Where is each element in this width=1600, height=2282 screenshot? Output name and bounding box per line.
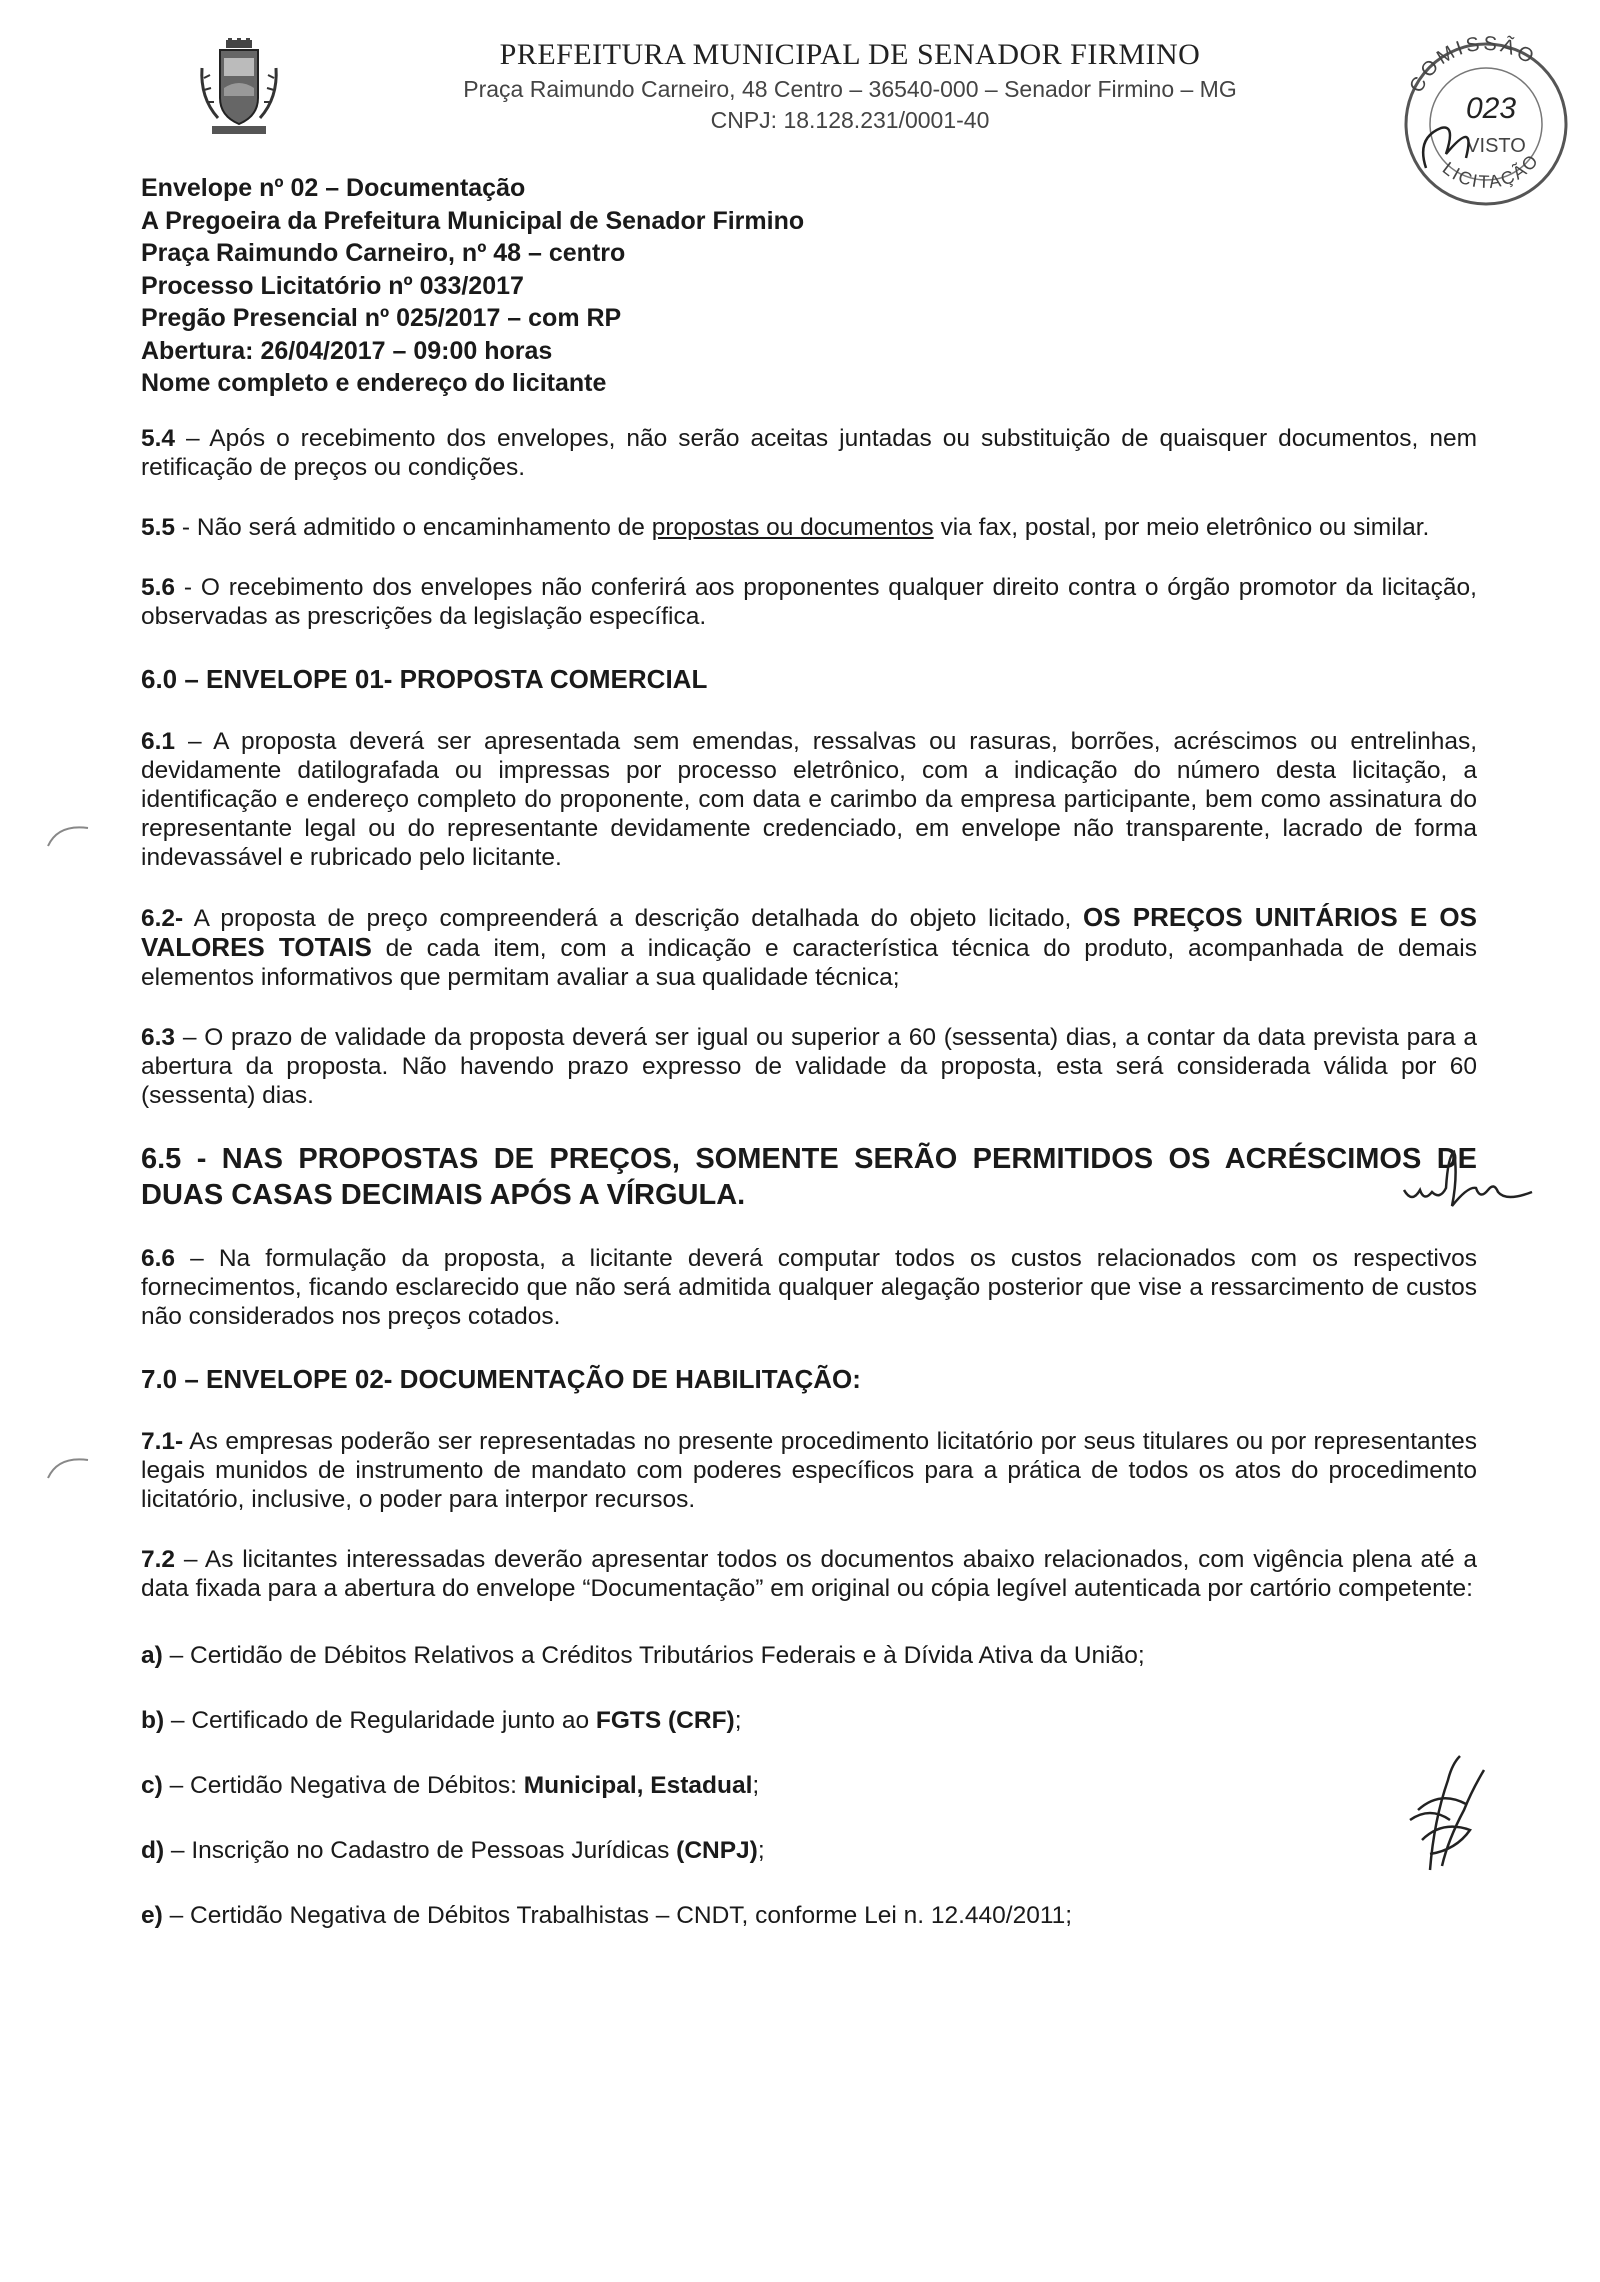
envelope-line-3: Praça Raimundo Carneiro, nº 48 – centro [141, 239, 626, 267]
document-item-d [141, 1836, 1477, 1865]
clause-underlined-text: propostas ou documentos [651, 514, 934, 541]
clause-text: de cada item, com a indicação e característica técnica do produto, acompanhada de demais elementos informativos que permitam avaliar a sua qualidade técnica; [141, 935, 1477, 991]
clause-bold-text: OS PREÇOS UNITÁRIOS E OS VALORES TOTAIS [141, 902, 1477, 962]
clause-number: 5.4 [141, 425, 176, 452]
item-text: – Certidão Negativa de Débitos: [162, 1772, 524, 1799]
section-heading-7-0: 7.0 – ENVELOPE 02- DOCUMENTAÇÃO DE HABILITAÇÃO: [141, 1364, 861, 1394]
clause-5-4 [141, 424, 1477, 482]
clause-number: 6.1 [141, 728, 176, 755]
item-text: – Certidão Negativa de Débitos Trabalhistas – CNDT, conforme Lei n. 12.440/2011; [162, 1902, 1073, 1929]
clause-number: 6.3 [141, 1024, 176, 1051]
clause-number: 7.1- [141, 1428, 184, 1455]
municipal-crest-icon [198, 38, 280, 138]
letterhead-cnpj: CNPJ: 18.128.231/0001-40 [710, 107, 990, 133]
clause-text: As empresas poderão ser representadas no presente procedimento licitatório por seus titulares ou por representantes legais munidos de instrumento de mandato com poderes específicos para a prática de todos os atos do procedimento licitatório, inclusive, o poder para interpor recursos. [141, 1428, 1477, 1513]
clause-6-3 [141, 1023, 1477, 1110]
item-bold-text: (CNPJ) [676, 1837, 758, 1864]
document-item-b [141, 1706, 1477, 1735]
envelope-line-2: A Pregoeira da Prefeitura Municipal de Senador Firmino [141, 206, 805, 235]
clause-5-5 [141, 513, 1477, 542]
clause-6-5: 6.5 - NAS PROPOSTAS DE PREÇOS, SOMENTE SERÃO PERMITIDOS OS ACRÉSCIMOS DE DUAS CASAS DECIMAIS APÓS A VÍRGULA. [141, 1143, 1477, 1211]
svg-text:COMISSÃO [1406, 33, 1541, 97]
item-text: ; [757, 1837, 765, 1864]
letterhead-title: PREFEITURA MUNICIPAL DE SENADOR FIRMINO [499, 38, 1201, 71]
item-text: – Inscrição no Cadastro de Pessoas Jurídicas [164, 1837, 677, 1864]
clause-text: - Não será admitido o encaminhamento de [175, 514, 652, 541]
item-text: – Certificado de Regularidade junto ao [164, 1707, 596, 1734]
stamp-bottom-text: LICITAÇÃO [1438, 149, 1544, 193]
item-bold-text: FGTS (CRF) [595, 1707, 735, 1734]
clause-6-1 [141, 727, 1477, 872]
item-label: d) [141, 1837, 165, 1864]
margin-mark-icon [44, 820, 94, 850]
envelope-line-6: Abertura: 26/04/2017 – 09:00 horas [141, 336, 553, 365]
clause-text: A proposta de preço compreenderá a descrição detalhada do objeto licitado, [183, 905, 1084, 932]
clause-6-2 [141, 903, 1477, 992]
clause-text: – O prazo de validade da proposta deverá ser igual ou superior a 60 (sessenta) dias, a contar da data prevista para a abertura da proposta. Não havendo prazo expresso de validade da proposta, esta será considerada válida por 60 (sessenta) dias. [141, 1024, 1477, 1109]
stamp-visto: VISTO [1466, 135, 1526, 157]
item-label: b) [141, 1707, 165, 1734]
envelope-line-1: Envelope nº 02 – Documentação [141, 174, 526, 202]
document-item-a [141, 1641, 1477, 1670]
item-label: c) [141, 1772, 163, 1799]
clause-text: – As licitantes interessadas deverão apresentar todos os documentos abaixo relacionados, com vigência plena até a data fixada para a abertura do envelope “Documentação” em original ou cópia legível autenticada por cartório competente: [141, 1546, 1477, 1602]
clause-number: 5.6 [141, 574, 176, 601]
clause-6-6 [141, 1244, 1477, 1331]
clause-7-1 [141, 1427, 1477, 1514]
envelope-header [141, 172, 1041, 400]
handwritten-initials-icon [1398, 1146, 1538, 1218]
handwritten-signature-icon [1390, 1750, 1490, 1880]
letterhead-address: Praça Raimundo Carneiro, 48 Centro – 36540-000 – Senador Firmino – MG [463, 76, 1237, 102]
clause-text: – Após o recebimento dos envelopes, não serão aceitas juntadas ou substituição de quaisquer documentos, nem retificação de preços ou condições. [141, 425, 1477, 481]
clause-text: via fax, postal, por meio eletrônico ou similar. [933, 514, 1430, 541]
clause-number: 7.2 [141, 1546, 176, 1573]
clause-text: – Na formulação da proposta, a licitante deverá computar todos os custos relacionados com os respectivos fornecimentos, ficando esclarecido que não será admitida qualquer alegação posterior que vise a ressarcimento de custos não considerados nos preços cotados. [141, 1245, 1477, 1330]
clause-text: – A proposta deverá ser apresentada sem emendas, ressalvas ou rasuras, borrões, acréscimos ou entrelinhas, devidamente datilografada ou impressas por processo eletrônico, com a indicação do número desta licitação, a identificação e endereço completo do proponente, com data e carimbo da empresa participante, bem como assinatura do representante legal ou do representante devidamente credenciado, em envelope não transparente, lacrado de forma indevassável e rubricado pelo licitante. [141, 728, 1477, 871]
item-bold-text: Municipal, Estadual [523, 1772, 753, 1799]
stamp-number: 023 [1465, 92, 1517, 125]
envelope-line-5: Pregão Presencial nº 025/2017 – com RP [141, 304, 622, 332]
clause-text: - O recebimento dos envelopes não conferirá aos proponentes qualquer direito contra o órgão promotor da licitação, observadas as prescrições da legislação específica. [141, 574, 1477, 630]
item-text: – Certidão de Débitos Relativos a Créditos Tributários Federais e à Dívida Ativa da União; [162, 1642, 1145, 1669]
section-heading-6-0: 6.0 – ENVELOPE 01- PROPOSTA COMERCIAL [141, 664, 708, 694]
item-text: ; [734, 1707, 742, 1734]
envelope-line-7: Nome completo e endereço do licitante [141, 369, 607, 397]
letterhead [330, 36, 1370, 136]
clause-number: 6.2- [141, 905, 184, 932]
clause-7-2 [141, 1545, 1477, 1603]
item-label: a) [141, 1642, 163, 1669]
margin-mark-icon [44, 1452, 94, 1482]
clause-5-6 [141, 573, 1477, 631]
document-item-e [141, 1901, 1477, 1930]
clause-number: 5.5 [141, 514, 176, 541]
item-label: e) [141, 1902, 163, 1929]
item-text: ; [752, 1772, 760, 1799]
document-item-c [141, 1771, 1477, 1800]
stamp-top-text: COMISSÃO [1405, 32, 1541, 97]
commission-stamp [1386, 28, 1586, 208]
clause-number: 6.6 [141, 1245, 176, 1272]
envelope-line-4: Processo Licitatório nº 033/2017 [141, 271, 524, 300]
document-body [141, 424, 1477, 1930]
